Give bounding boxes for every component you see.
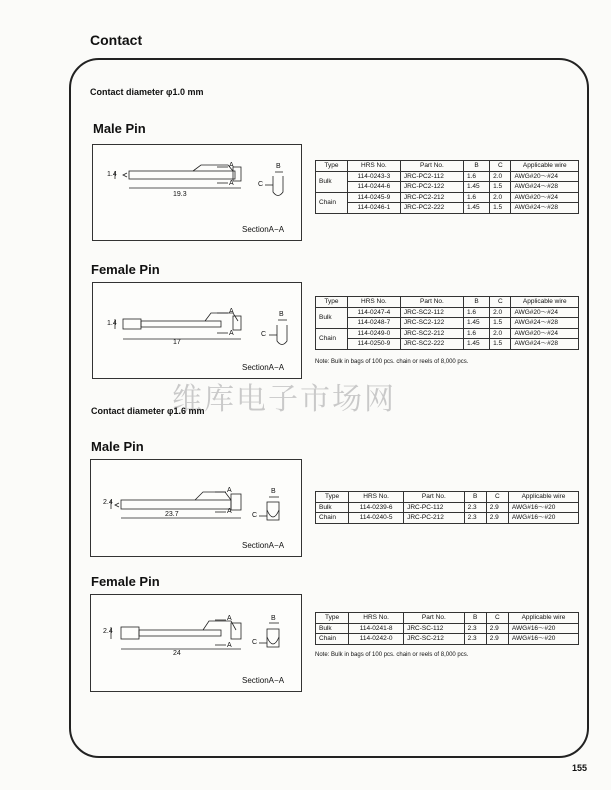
col-part: Part No. <box>404 492 465 503</box>
b-cell: 1.6 <box>463 192 489 203</box>
length-dimension: 17 <box>173 339 181 346</box>
dim-b: B <box>271 488 276 495</box>
wire-cell: AWG#16～#20 <box>508 634 578 645</box>
type-cell: Bulk <box>316 623 349 634</box>
c-cell: 2.9 <box>486 502 508 513</box>
hrs-cell: 114-0241-8 <box>349 623 404 634</box>
male-pin-table-2 <box>315 491 579 524</box>
male-pin-diagram-1 <box>92 144 302 241</box>
c-cell: 2.0 <box>490 307 511 318</box>
b-cell: 1.6 <box>463 307 489 318</box>
col-b: B <box>464 492 486 503</box>
dim-a-top: A <box>229 308 234 315</box>
part-cell: JRC-PC2-212 <box>400 192 463 203</box>
watermark: 维库电子市场网 <box>172 382 396 417</box>
b-cell: 2.3 <box>464 502 486 513</box>
table-row <box>316 513 579 524</box>
male-pin-heading-1: Male Pin <box>93 121 146 136</box>
height-dimension: 2.4 <box>103 499 113 506</box>
hrs-cell: 114-0239-6 <box>349 502 404 513</box>
col-part: Part No. <box>400 161 463 172</box>
wire-cell: AWG#16～#20 <box>508 513 578 524</box>
type-cell: Chain <box>316 328 348 349</box>
part-cell: JRC-SC2-122 <box>400 318 463 329</box>
hrs-cell: 114-0245-9 <box>347 192 400 203</box>
page-title: Contact <box>90 32 143 48</box>
c-cell: 2.9 <box>486 623 508 634</box>
col-part: Part No. <box>400 297 463 308</box>
c-cell: 2.9 <box>486 634 508 645</box>
b-cell: 1.45 <box>463 203 489 214</box>
table-row <box>316 339 579 350</box>
part-cell: JRC-PC-212 <box>404 513 465 524</box>
col-type: Type <box>316 613 349 624</box>
part-cell: JRC-PC2-222 <box>400 203 463 214</box>
c-cell: 2.9 <box>486 513 508 524</box>
part-cell: JRC-SC-112 <box>404 623 465 634</box>
female-pin-diagram-2 <box>90 594 302 692</box>
type-cell: Chain <box>316 634 349 645</box>
b-cell: 2.3 <box>464 623 486 634</box>
table-row <box>316 307 579 318</box>
part-cell: JRC-SC2-212 <box>400 328 463 339</box>
c-cell: 2.0 <box>490 171 511 182</box>
dim-a-bottom: A <box>227 508 232 515</box>
height-dimension: 2.4 <box>103 628 113 635</box>
col-b: B <box>464 613 486 624</box>
b-cell: 2.3 <box>464 634 486 645</box>
dim-c: C <box>258 181 264 188</box>
dim-b: B <box>276 163 281 170</box>
part-cell: JRC-PC2-112 <box>400 171 463 182</box>
table-note-2: Note: Bulk in bags of 100 pcs. chain or reels of 8,000 pcs. <box>315 652 469 658</box>
table-row <box>316 318 579 329</box>
part-cell: JRC-SC-212 <box>404 634 465 645</box>
part-cell: JRC-PC2-122 <box>400 182 463 193</box>
section-label: SectionA−A <box>242 676 285 685</box>
male-pin-table-1 <box>315 160 579 214</box>
female-pin-table-2 <box>315 612 579 645</box>
section-label: SectionA−A <box>242 541 285 550</box>
dim-a-bottom: A <box>227 642 232 649</box>
hrs-cell: 114-0244-6 <box>347 182 400 193</box>
b-cell: 1.6 <box>463 171 489 182</box>
c-cell: 1.5 <box>490 203 511 214</box>
col-b: B <box>463 161 489 172</box>
col-type: Type <box>316 297 348 308</box>
col-part: Part No. <box>404 613 465 624</box>
part-cell: JRC-SC2-222 <box>400 339 463 350</box>
page-number: 155 <box>572 763 588 773</box>
type-cell: Bulk <box>316 171 348 192</box>
dim-b: B <box>279 311 284 318</box>
wire-cell: AWG#24～#28 <box>511 339 579 350</box>
type-cell: Bulk <box>316 307 348 328</box>
type-cell: Bulk <box>316 502 349 513</box>
table-row <box>316 182 579 193</box>
col-wire: Applicable wire <box>508 613 578 624</box>
wire-cell: AWG#20～#24 <box>511 307 579 318</box>
male-pin-diagram-2 <box>90 459 302 557</box>
table-row <box>316 502 579 513</box>
col-wire: Applicable wire <box>508 492 578 503</box>
table-row <box>316 171 579 182</box>
table-row <box>316 328 579 339</box>
dim-a-bottom: A <box>229 180 234 187</box>
female-pin-table-1 <box>315 296 579 350</box>
col-wire: Applicable wire <box>511 297 579 308</box>
col-hrs: HRS No. <box>349 613 404 624</box>
col-c: C <box>486 492 508 503</box>
col-type: Type <box>316 161 348 172</box>
diameter-heading-2: Contact diameter φ1.6 mm <box>91 406 205 416</box>
dim-a-top: A <box>227 615 232 622</box>
dim-a-bottom: A <box>229 330 234 337</box>
female-pin-heading-1: Female Pin <box>91 262 160 277</box>
length-dimension: 19.3 <box>173 191 187 198</box>
type-cell: Chain <box>316 192 348 213</box>
section-label: SectionA−A <box>242 225 285 234</box>
length-dimension: 24 <box>173 650 181 657</box>
col-wire: Applicable wire <box>511 161 579 172</box>
wire-cell: AWG#24～#28 <box>511 318 579 329</box>
c-cell: 2.0 <box>490 328 511 339</box>
col-c: C <box>490 161 511 172</box>
b-cell: 2.3 <box>464 513 486 524</box>
hrs-cell: 114-0240-5 <box>349 513 404 524</box>
height-dimension: 1.4 <box>107 171 117 178</box>
wire-cell: AWG#16～#20 <box>508 502 578 513</box>
female-pin-heading-2: Female Pin <box>91 574 160 589</box>
wire-cell: AWG#20～#24 <box>511 171 579 182</box>
dim-a-top: A <box>229 162 234 169</box>
table-row <box>316 203 579 214</box>
col-hrs: HRS No. <box>349 492 404 503</box>
wire-cell: AWG#20～#24 <box>511 192 579 203</box>
col-hrs: HRS No. <box>347 297 400 308</box>
dim-c: C <box>252 639 258 646</box>
b-cell: 1.6 <box>463 328 489 339</box>
dim-b: B <box>271 615 276 622</box>
wire-cell: AWG#24～#28 <box>511 182 579 193</box>
part-cell: JRC-SC2-112 <box>400 307 463 318</box>
dim-c: C <box>261 331 267 338</box>
c-cell: 2.0 <box>490 192 511 203</box>
hrs-cell: 114-0248-7 <box>347 318 400 329</box>
col-c: C <box>486 613 508 624</box>
table-row <box>316 623 579 634</box>
part-cell: JRC-PC-112 <box>404 502 465 513</box>
b-cell: 1.45 <box>463 318 489 329</box>
col-b: B <box>463 297 489 308</box>
hrs-cell: 114-0249-0 <box>347 328 400 339</box>
wire-cell: AWG#24～#28 <box>511 203 579 214</box>
section-label: SectionA−A <box>242 363 285 372</box>
b-cell: 1.45 <box>463 339 489 350</box>
table-note-1: Note: Bulk in bags of 100 pcs. chain or reels of 8,000 pcs. <box>315 359 469 365</box>
hrs-cell: 114-0243-3 <box>347 171 400 182</box>
col-c: C <box>490 297 511 308</box>
c-cell: 1.5 <box>490 339 511 350</box>
wire-cell: AWG#16～#20 <box>508 623 578 634</box>
hrs-cell: 114-0242-0 <box>349 634 404 645</box>
table-row <box>316 192 579 203</box>
diameter-heading-1: Contact diameter φ1.0 mm <box>90 87 204 97</box>
b-cell: 1.45 <box>463 182 489 193</box>
c-cell: 1.5 <box>490 318 511 329</box>
c-cell: 1.5 <box>490 182 511 193</box>
type-cell: Chain <box>316 513 349 524</box>
height-dimension: 1.4 <box>107 320 117 327</box>
length-dimension: 23.7 <box>165 511 179 518</box>
hrs-cell: 114-0250-9 <box>347 339 400 350</box>
dim-a-top: A <box>227 487 232 494</box>
male-pin-heading-2: Male Pin <box>91 439 144 454</box>
female-pin-diagram-1 <box>92 282 302 379</box>
table-row <box>316 634 579 645</box>
col-type: Type <box>316 492 349 503</box>
hrs-cell: 114-0246-1 <box>347 203 400 214</box>
hrs-cell: 114-0247-4 <box>347 307 400 318</box>
dim-c: C <box>252 512 258 519</box>
col-hrs: HRS No. <box>347 161 400 172</box>
wire-cell: AWG#20～#24 <box>511 328 579 339</box>
